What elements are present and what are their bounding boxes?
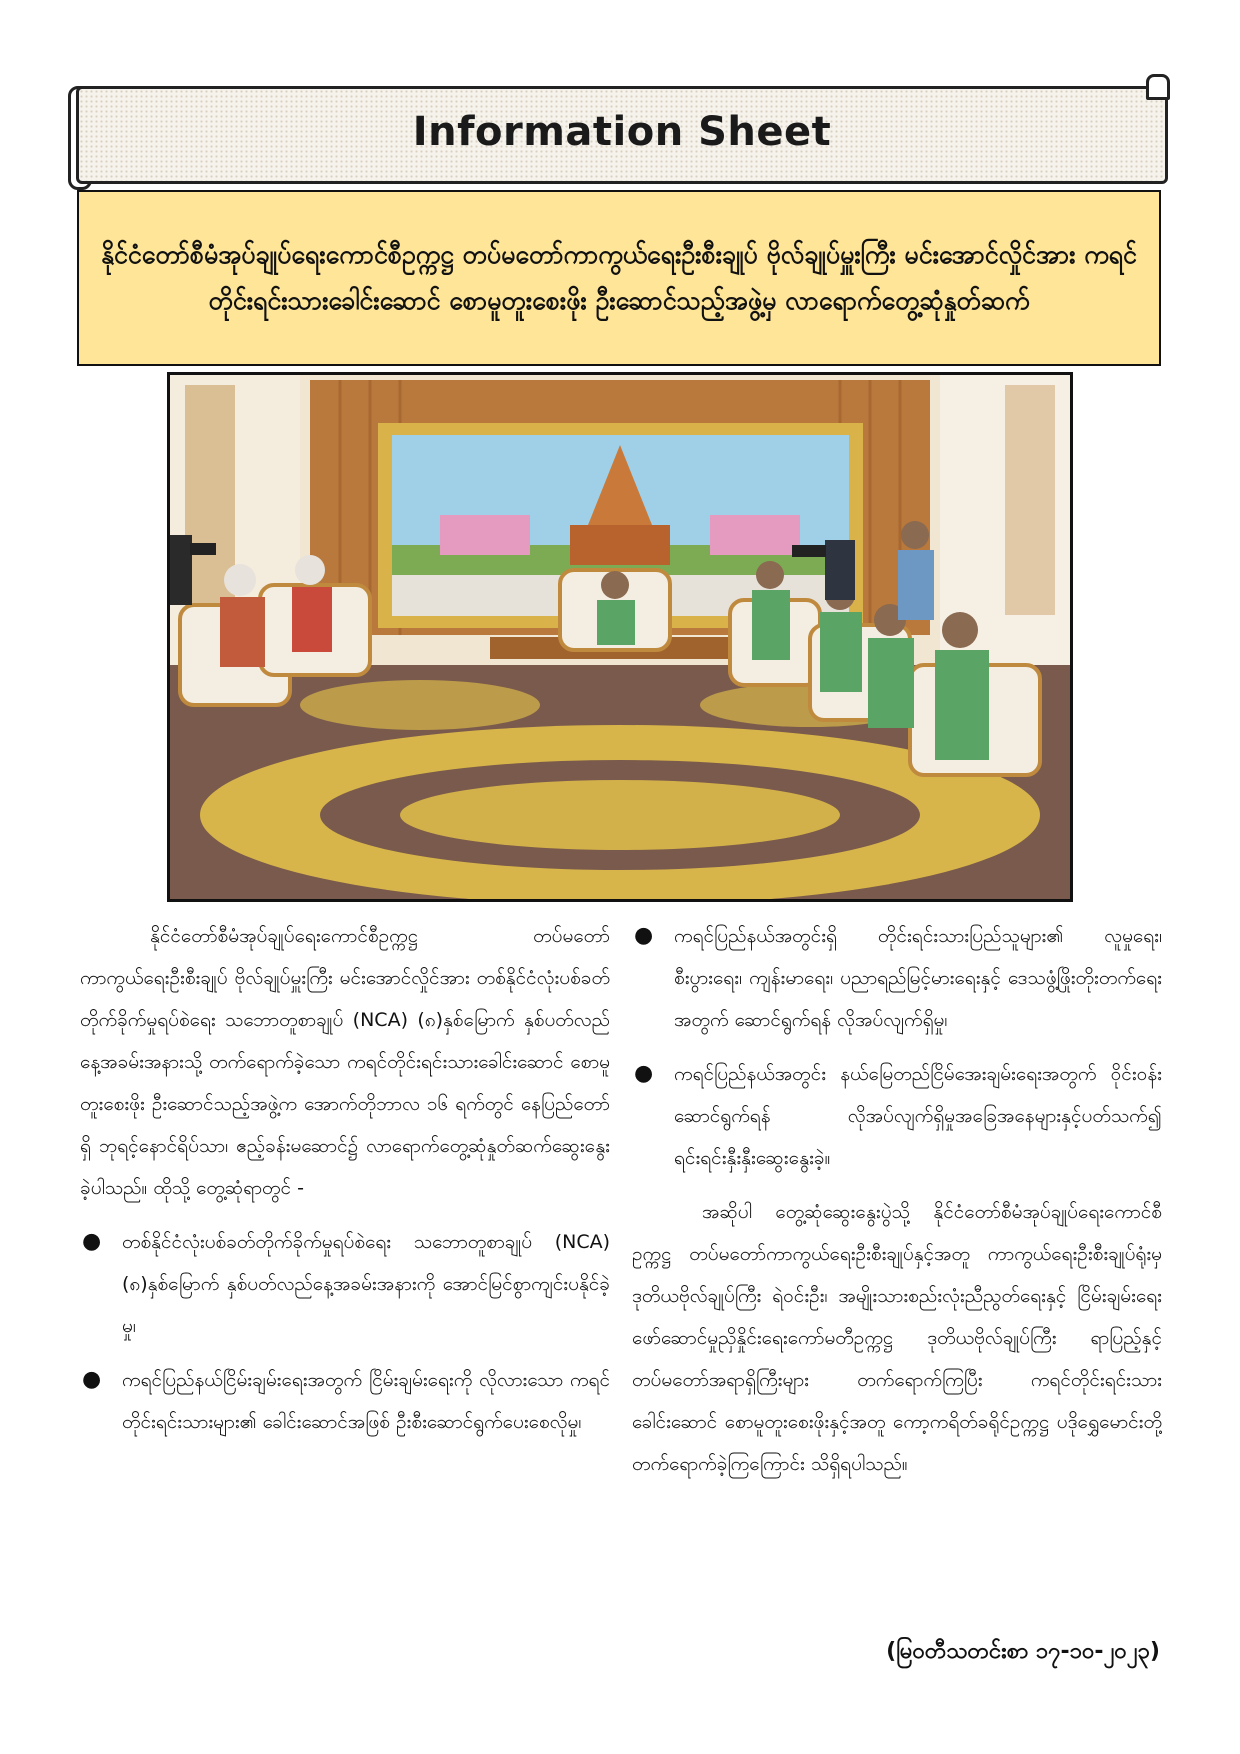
bullet-text: ကရင်ပြည်နယ်အတွင်းရှိ တိုင်းရင်းသားပြည်သူများ၏ လူမှုရေး၊ စီးပွားရေး၊ ကျန်းမာရေး၊ ပညာရည်မြင့်မားရေးနှင့် ဒေသဖွံ့ဖြိုးတိုးတက်ရေးအတွက် ဆောင်ရွက်ရန် လိုအပ်လျက်ရှိမှု၊ xyxy=(674,925,1162,1031)
title-banner xyxy=(76,86,1168,184)
bullet-text: တစ်နိုင်ငံလုံးပစ်ခတ်တိုက်ခိုက်မှုရပ်စဲရေး သဘောတူစာချုပ် (NCA) (၈)နှစ်မြောက် နှစ်ပတ်လည်နေ့အခမ်းအနားကို အောင်မြင်စွာကျင်းပနိုင်ခဲ့မှု၊ xyxy=(122,1231,610,1337)
left-column xyxy=(80,915,610,1443)
bullet-text: ကရင်ပြည်နယ်အတွင်း နယ်မြေတည်ငြိမ်အေးချမ်းရေးအတွက် ဝိုင်းဝန်းဆောင်ရွက်ရန် လိုအပ်လျက်ရှိမှုအခြေအနေများနှင့်ပတ်သက်၍ ရင်းရင်းနှီးနှီးဆွေးနွေးခဲ့။ xyxy=(674,1063,1162,1169)
right-column xyxy=(632,915,1162,1485)
bullet-icon: ● xyxy=(634,1061,654,1086)
bullet-item xyxy=(80,1221,610,1347)
bullet-icon: ● xyxy=(82,1367,102,1392)
source-citation: (မြဝတီသတင်းစာ ၁၇-၁၀-၂၀၂၃) xyxy=(886,1639,1160,1664)
bullet-item xyxy=(80,1359,610,1443)
scroll-curl-right xyxy=(1146,74,1170,100)
headline-box xyxy=(77,190,1161,366)
closing-paragraph: အဆိုပါ တွေ့ဆုံဆွေးနွေးပွဲသို့ နိုင်ငံတော်စီမံအုပ်ချုပ်ရေးကောင်စီဥက္ကဋ္ဌ တပ်မတော်ကာကွယ်ရေးဦးစီးချုပ်နှင့်အတူ ကာကွယ်ရေးဦးစီးချုပ်ရုံးမှ ဒုတိယဗိုလ်ချုပ်ကြီး ရဲဝင်းဦး၊ အမျိုးသားစည်းလုံးညီညွတ်ရေးနှင့် ငြိမ်းချမ်းရေးဖော်ဆောင်မှုညှိနှိုင်းရေးကော်မတီဥက္ကဋ္ဌ ဒုတိယဗိုလ်ချုပ်ကြီး ရာပြည့်နှင့် တပ်မတော်အရာရှိကြီးများ တက်ရောက်ကြပြီး ကရင်တိုင်းရင်းသားခေါင်းဆောင် စောမူတူးစေးဖိုးနှင့်အတူ ကော့ကရိတ်ခရိုင်ဥက္ကဋ္ဌ ပဒိုရွှေမောင်းတို့ တက်ရောက်ခဲ့ကြကြောင်း သိရှိရပါသည်။ xyxy=(632,1201,1162,1475)
bullet-text: ကရင်ပြည်နယ်ငြိမ်းချမ်းရေးအတွက် ငြိမ်းချမ်းရေးကို လိုလားသော ကရင်တိုင်းရင်းသားများ၏ ခေါင်းဆောင်အဖြစ် ဦးစီးဆောင်ရွက်ပေးစေလိုမှု၊ xyxy=(122,1369,610,1433)
meeting-photo xyxy=(167,372,1073,902)
bullet-item xyxy=(632,1053,1162,1179)
intro-paragraph: နိုင်ငံတော်စီမံအုပ်ချုပ်ရေးကောင်စီဥက္ကဋ္ဌ တပ်မတော်ကာကွယ်ရေးဦးစီးချုပ် ဗိုလ်ချုပ်မှူးကြီး မင်းအောင်လှိုင်အား တစ်နိုင်ငံလုံးပစ်ခတ်တိုက်ခိုက်မှုရပ်စဲရေး သဘောတူစာချုပ် (NCA) (၈)နှစ်မြောက် နှစ်ပတ်လည်နေ့အခမ်းအနားသို့ တက်ရောက်ခဲ့သော ကရင်တိုင်းရင်းသားခေါင်းဆောင် စောမူတူးစေးဖိုး ဦးဆောင်သည့်အဖွဲ့က အောက်တိုဘာလ ၁၆ ရက်တွင် နေပြည်တော်ရှိ ဘုရင့်နောင်ရိပ်သာ၊ ဧည့်ခန်းမဆောင်၌ လာရောက်တွေ့ဆုံနှုတ်ဆက်ဆွေးနွေးခဲ့ပါသည်။ ထိုသို့ တွေ့ဆုံရာတွင် - xyxy=(80,925,610,1199)
photo-illustration xyxy=(170,375,1070,899)
bullet-icon: ● xyxy=(82,1229,102,1254)
bullet-icon: ● xyxy=(634,923,654,948)
page-title: Information Sheet xyxy=(412,109,832,155)
bullet-item xyxy=(632,915,1162,1041)
headline-text: နိုင်ငံတော်စီမံအုပ်ချုပ်ရေးကောင်စီဥက္ကဋ္ဌ တပ်မတော်ကာကွယ်ရေးဦးစီးချုပ် ဗိုလ်ချုပ်မှူးကြီး မင်းအောင်လှိုင်အား ကရင်တိုင်းရင်းသားခေါင်းဆောင် စောမူတူးစေးဖိုး ဦးဆောင်သည့်အဖွဲ့မှ လာရောက်တွေ့ဆုံနှုတ်ဆက် xyxy=(101,240,1137,315)
